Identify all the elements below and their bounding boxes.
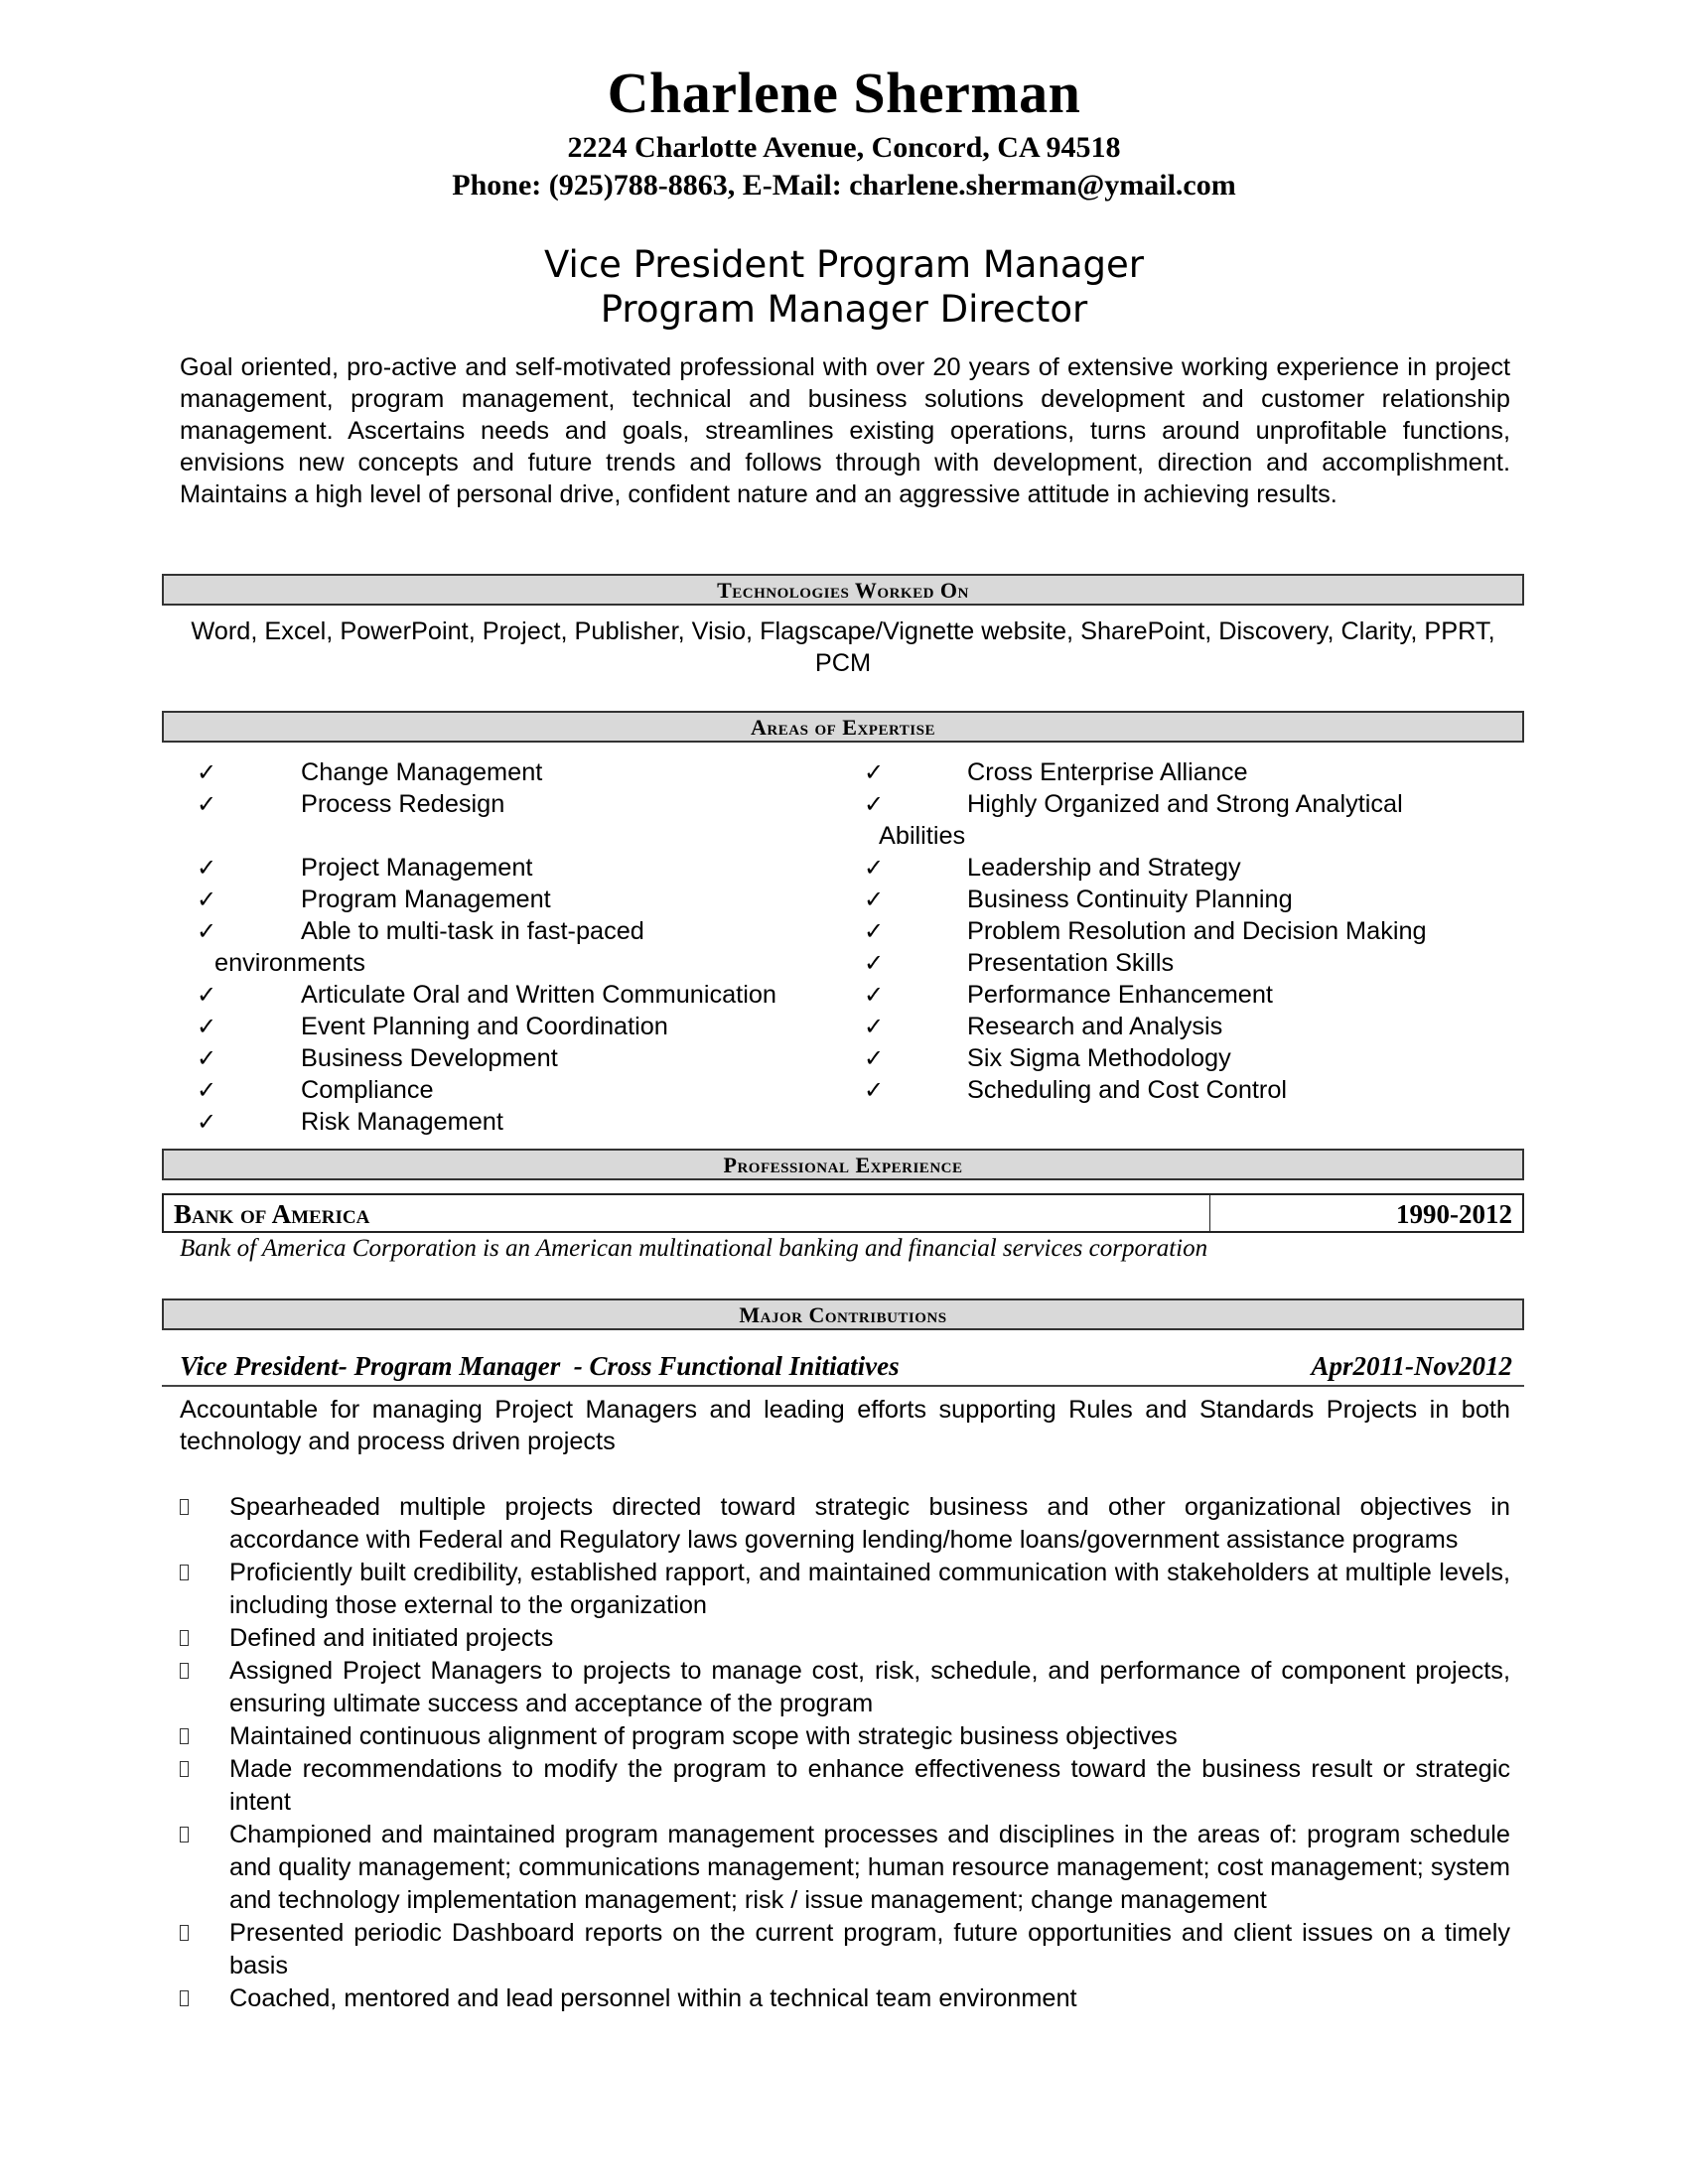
expertise-item: Business Continuity Planning <box>967 886 1293 913</box>
check-icon: ✓ <box>197 1076 217 1104</box>
contribution-item <box>180 1982 1510 2015</box>
contribution-item <box>180 1655 1510 1720</box>
expertise-item: Event Planning and Coordination <box>301 1013 668 1040</box>
check-icon: ✓ <box>864 1044 885 1072</box>
section-header-technologies: Technologies Worked On <box>162 574 1524 606</box>
check-icon: ✓ <box>197 1108 217 1136</box>
check-icon: ✓ <box>864 981 885 1009</box>
bullet-icon <box>180 1663 189 1679</box>
check-icon: ✓ <box>197 917 217 945</box>
technologies-list: Word, Excel, PowerPoint, Project, Publisher, Visio, Flagscape/Vignette website, SharePoint, Discovery, Clarity, PPRT, PCM <box>191 617 1495 677</box>
employer-description: Bank of America Corporation is an American multinational banking and financial services corporation <box>180 1235 1208 1262</box>
expertise-item: Risk Management <box>301 1108 503 1136</box>
check-icon: ✓ <box>197 1044 217 1072</box>
role-summary: Accountable for managing Project Managers and leading efforts supporting Rules and Standards Projects in both technology and process driven projects <box>180 1396 1510 1455</box>
expertise-item: Research and Analysis <box>967 1013 1223 1040</box>
expertise-item: Presentation Skills <box>967 949 1175 977</box>
expertise-item: Project Management <box>301 854 533 882</box>
expertise-item: Change Management <box>301 758 543 786</box>
contribution-item <box>180 1753 1510 1819</box>
contribution-item <box>180 1917 1510 1982</box>
contribution-text: Defined and initiated projects <box>229 1624 554 1652</box>
contribution-text: Made recommendations to modify the program to enhance effectiveness toward the business result or strategic intent <box>229 1755 1510 1816</box>
employer-row <box>162 1193 1524 1233</box>
check-icon: ✓ <box>197 1013 217 1040</box>
check-icon: ✓ <box>864 886 885 913</box>
address: 2224 Charlotte Avenue, Concord, CA 94518 <box>567 131 1121 164</box>
check-icon: ✓ <box>864 949 885 977</box>
check-icon: ✓ <box>864 854 885 882</box>
bullet-icon <box>180 1728 189 1744</box>
contact-info: Phone: (925)788-8863, E-Mail: charlene.sherman@ymail.com <box>452 169 1236 202</box>
contribution-text: Proficiently built credibility, established rapport, and maintained communication with stakeholders at multiple levels, including those external to the organization <box>229 1559 1510 1619</box>
check-icon: ✓ <box>197 886 217 913</box>
bullet-icon <box>180 1565 189 1580</box>
section-header-experience: Professional Experience <box>162 1149 1524 1180</box>
check-icon: ✓ <box>197 758 217 786</box>
role-header <box>162 1351 1524 1387</box>
professional-summary: Goal oriented, pro-active and self-motivated professional with over 20 years of extensive working experience in project management, program management, technical and business solutions development and customer relationship management. Ascertains needs and goals, streamlines existing operations, turns around unprofitable functions, envisions new concepts and future trends and follows through with development, direction and accomplishment. Maintains a high level of personal drive, confident nature and an aggressive attitude in achieving results. <box>180 353 1510 508</box>
contribution-item <box>180 1557 1510 1622</box>
contribution-item <box>180 1720 1510 1753</box>
expertise-item: Performance Enhancement <box>967 981 1273 1009</box>
bullet-icon <box>180 1827 189 1843</box>
expertise-item: Program Management <box>301 886 551 913</box>
bullet-icon <box>180 1630 189 1646</box>
expertise-item: environments <box>214 949 365 977</box>
expertise-item: Business Development <box>301 1044 558 1072</box>
contribution-text: Championed and maintained program management processes and disciplines in the areas of: program schedule and quality management; communications management; human resource management; cost management; system and technology implementation management; risk / issue management; change management <box>229 1821 1510 1914</box>
contribution-text: Coached, mentored and lead personnel within a technical team environment <box>229 1984 1077 2012</box>
employer-name: Bank of America <box>174 1199 370 1229</box>
contribution-bullets <box>180 1491 1510 2015</box>
expertise-item: Scheduling and Cost Control <box>967 1076 1288 1104</box>
check-icon: ✓ <box>864 917 885 945</box>
section-header-contributions: Major Contributions <box>162 1298 1524 1330</box>
section-header-expertise: Areas of Expertise <box>162 711 1524 743</box>
contribution-text: Assigned Project Managers to projects to manage cost, risk, schedule, and performance of component projects, ensuring ultimate success and acceptance of the program <box>229 1657 1510 1717</box>
contribution-item <box>180 1622 1510 1655</box>
job-title-1: Vice President Program Manager <box>543 243 1145 286</box>
bullet-icon <box>180 1499 189 1515</box>
employer-divider <box>1209 1195 1210 1231</box>
expertise-item: Cross Enterprise Alliance <box>967 758 1248 786</box>
bullet-icon <box>180 1761 189 1777</box>
bullet-icon <box>180 1990 189 2006</box>
expertise-item: Six Sigma Methodology <box>967 1044 1231 1072</box>
contribution-text: Maintained continuous alignment of program scope with strategic business objectives <box>229 1722 1178 1750</box>
expertise-item: Highly Organized and Strong Analytical <box>967 790 1403 818</box>
contribution-text: Spearheaded multiple projects directed toward strategic business and other organizational objectives in accordance with Federal and Regulatory laws governing lending/home loans/government assistance programs <box>229 1493 1510 1554</box>
candidate-name: Charlene Sherman <box>607 61 1081 125</box>
expertise-item: Compliance <box>301 1076 434 1104</box>
check-icon: ✓ <box>864 790 885 818</box>
expertise-item: Articulate Oral and Written Communication <box>301 981 776 1009</box>
contribution-text: Presented periodic Dashboard reports on the current program, future opportunities and client issues on a timely basis <box>229 1919 1510 1979</box>
job-title-2: Program Manager Director <box>600 288 1088 331</box>
bullet-icon <box>180 1925 189 1941</box>
check-icon: ✓ <box>864 758 885 786</box>
expertise-item: Able to multi-task in fast-paced <box>301 917 644 945</box>
check-icon: ✓ <box>197 790 217 818</box>
check-icon: ✓ <box>864 1013 885 1040</box>
expertise-item: Leadership and Strategy <box>967 854 1241 882</box>
role-dates: Apr2011-Nov2012 <box>1311 1351 1512 1381</box>
expertise-item: Problem Resolution and Decision Making <box>967 917 1427 945</box>
check-icon: ✓ <box>197 981 217 1009</box>
contribution-item <box>180 1491 1510 1557</box>
employment-years: 1990-2012 <box>1396 1199 1512 1229</box>
expertise-item: Process Redesign <box>301 790 505 818</box>
contribution-item <box>180 1819 1510 1917</box>
role-title: Vice President- Program Manager - Cross Functional Initiatives <box>180 1351 900 1381</box>
check-icon: ✓ <box>197 854 217 882</box>
check-icon: ✓ <box>864 1076 885 1104</box>
expertise-item: Abilities <box>879 822 966 850</box>
